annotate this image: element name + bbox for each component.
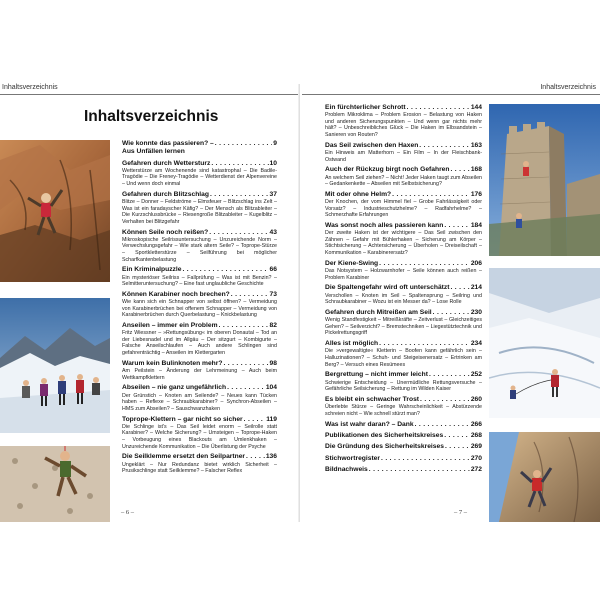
dot-leader [219,322,269,330]
toc-entry-title: Stichwortregister [325,454,380,462]
dot-leader [231,291,269,299]
toc-entry-description: Der zweite Haken ist der wichtigere – Das Seil zwischen den Zähnen – Gefahr mit Bühlerhaken – Sicherung am Körper – Stichtsicherung – Achtersicherung – Überholen – Dreiseilschaft – Kommunikation – Karabinerersatz? [325,230,482,257]
photo-tower-climber [489,104,600,256]
toc-entry-page-number: 266 [470,420,482,428]
toc-entry-title: Publikationen des Sicherheitskreises [325,431,444,439]
toc-entry [325,222,482,257]
photo-climber-rock [0,140,110,282]
toc-entry [325,142,482,163]
toc-entry-page-number: 176 [470,190,482,198]
toc-entry-heading [122,322,277,330]
dot-leader [211,160,268,168]
left-running-head: Inhaltsverzeichnis [2,84,58,91]
toc-entry-description: Schwierige Entscheidung – Unermüdliche Rettungsversuche – Gefährliche Seilsicherung – Rettung im Wilden Kaiser [325,379,482,393]
toc-entry-title: Ein Kriminalpuzzle [122,266,182,274]
toc-column-right [325,104,482,477]
toc-entry [122,140,277,156]
toc-entry-page-number: 260 [470,395,482,403]
dot-leader [407,104,470,112]
toc-entry [325,443,482,451]
toc-entry-description: Die Schlinge ist's – Das Seil leidet enorm – Seilrolle statt Karabiner? – Welche Sicherung? – Umsteigen – Toprope-Haken – Vorbeugung eines Blackouts am Umlenkhaken – Unzureichende Kommunikation – Die Überlistung der Psyche [122,423,277,450]
toc-entry [325,455,482,463]
toc-entry-description: Problem Mikroklima – Problem Erosion – Belastung von Haken und anderen Sicherungspunkten – Und wenn gar nichts mehr hält? – Unbeschreibliches Glück – Die Haken im Elbsandstein – Sanieren von Routen? [325,112,482,138]
toc-entry-heading [325,284,482,292]
toc-entry-page-number: 252 [470,371,482,379]
toc-entry-page-number: 269 [470,443,482,451]
toc-entry-page-number: 234 [470,340,482,348]
toc-entry-heading [122,229,277,237]
toc-entry-description: Die »vergewaltigte« Kletterin – Boofen kann gefährlich sein – Halluzinationen? – Schuh- und Steigeisenersatz – Ertrinken am Berg? – Versuch eines Resümees [325,348,482,368]
toc-entry-title: Anseilen – immer ein Problem [122,322,218,330]
dot-leader [429,371,470,379]
toc-entry-page-number: 144 [470,104,482,111]
toc-entry-title: Können Seile noch reißen? [122,228,209,236]
toc-entry [325,396,482,417]
photo-glacier [489,268,600,418]
toc-entry [325,466,482,474]
page-number-left: – 6 – [121,509,134,516]
dot-leader [392,191,470,199]
toc-entry-page-number: 66 [269,266,277,274]
toc-column-left [122,140,277,478]
toc-entry-description: An welchem Seil ziehen? – Nicht! Jeder Haken taugt zum Abseilen – Gedankenkette – Abseilen mit Selbstsicherung? [325,174,482,188]
toc-entry-description: Der Grünstich – Knoten am Seilende? – Neues kann Tücken haben – Reflexe – Schraubkarabiner? – Synchron-Abseilen – HMS zum Abseilen? – Sauschwanzhaken [122,392,277,412]
toc-entry-title: Was ist wahr daran? – Dank [325,420,414,428]
toc-entry-heading [325,222,482,230]
toc-entry-description: Blitze – Donner – Feldströme – Elmsfeuer – Blitzschlag ins Zelt – Was ist ein faradayscher Käfig? – Der Mensch als Blitzableiter – Die Kurzschlussbrücke – Riesengroße Blitzableiter – Kugelblitz – Verhalten bei Blitzgefahr [122,198,277,225]
toc-entry-description: Ungeklärt – Nur Redundanz bietet wirklich Sicherheit – Prusikschlinge statt Seilklemme? – Falscher Reflex [122,461,277,475]
toc-entry-heading [325,396,482,404]
dot-leader [246,453,265,461]
toc-entry-title: Mit oder ohne Helm? [325,190,392,198]
page-title: Inhaltsverzeichnis [84,108,219,125]
left-page [0,84,300,522]
toc-entry-heading [122,266,277,274]
toc-entry-heading [325,104,482,112]
toc-entry-heading [122,160,277,168]
dot-leader [419,142,470,150]
dot-leader [244,416,266,424]
toc-entry-description: Wetterstürze am Wochenende sind katastrophal – Die Badile-Tragödie – Die Freney-Tragödie – Wetterdienst der Alpenvereine – Und wenn doch einmal [122,167,277,187]
toc-entry [122,416,277,451]
toc-entry-description: Überlebte Stürze – Geringe Wahrscheinlichkeit – Abstürzende schreien nicht – Wie schnell stürzt man? [325,404,482,417]
dot-leader [223,360,268,368]
toc-entry-description: Ein mysteriöser Seilriss – Fallprüfung – Was ist mit Benzin? – Selmitteruntersuchung? – Eine fast unglaubliche Geschichte [122,274,277,288]
toc-entry-heading [122,191,277,199]
toc-entry-description: Wenig Standfestigkeit – Mitreißkräfte – Zeitverlust – Gleichzeitiges Gehen? – Seilverzicht? – Bremstechniken – Liegestütztechnik und Pickelrettungsgriff [325,317,482,337]
toc-entry-page-number: 163 [470,141,482,149]
toc-entry-heading [325,166,482,174]
toc-entry-description: Der Knochen, der vom Himmel fiel – Grobe Fahrlässigkeit oder Vorsatz? – Industrieschutzhelme? – Radfahrhelme? – Schmerzhafte Erfahrungen [325,199,482,219]
dot-leader [444,222,470,230]
toc-entry [325,191,482,219]
dot-leader [450,166,469,174]
toc-entry-description: Fritz Wiessner – »Rettungsübung« im oberen Donautal – Tod an der Liebesnadel und im Allgäu – Der sitzgurt – Kombigurte – Falsche Anseilschlaufen – Auch andere Schlingen sind gefahrenträchtig – Anseilen im Klettergarten [122,330,277,357]
toc-entry [122,384,277,412]
toc-entry-heading [325,443,482,451]
toc-entry-heading [122,291,277,299]
toc-entry-page-number: 214 [470,284,482,292]
toc-entry-page-number: 104 [265,384,277,392]
toc-entry-page-number: 98 [269,359,277,367]
dot-leader [444,432,470,440]
toc-entry [122,360,277,381]
toc-entry-description: Mikroskopische Seilrissuntersuchung – Unzureichende Norm – Verwechslungsgefahr – Wie stark altern Seile? – Toprope-Stürze – Sportkletterstürze – Seilführung bei möglicher Scharfkantenbelastung [122,236,277,263]
toc-entry-heading [122,416,277,424]
dot-leader [210,191,269,199]
toc-entry-heading [325,142,482,150]
toc-entry-heading [325,340,482,348]
dot-leader [209,229,268,237]
dot-leader [420,396,470,404]
header-rule [0,94,298,95]
dot-leader [379,260,470,268]
toc-entry-description: Am Peilstein – Änderung der Lehrmeinung – Auch beim Wettkampfklettern [122,368,277,381]
toc-entry-title: Das Seil zwischen den Haxen [325,141,419,149]
toc-entry-page-number: 43 [269,228,277,236]
toc-entry-heading [325,371,482,379]
toc-entry [325,432,482,440]
toc-entry [122,160,277,188]
toc-entry [325,260,482,281]
toc-entry [325,166,482,187]
dot-leader [215,140,273,148]
photo-climbing-wall [0,446,110,586]
toc-entry-title: Es bleibt ein schwacher Trost [325,395,420,403]
toc-entry [325,371,482,392]
toc-entry-title: Gefahren durch Blitzschlag [122,190,209,198]
toc-entry-heading [122,140,277,156]
toc-entry [325,309,482,337]
toc-entry [122,291,277,319]
right-running-head: Inhaltsverzeichnis [540,84,596,91]
page-number-right: – 7 – [454,509,467,516]
toc-entry-title: Auch der Rückzug birgt noch Gefahren [325,166,450,174]
dot-leader [227,384,265,392]
toc-entry-title: Die Gründung des Sicherheitskreises [325,443,444,451]
toc-entry-title: Bildnachweis [325,466,368,474]
toc-entry-page-number: 268 [470,431,482,439]
toc-entry-title: Ein fürchterlicher Schrott [325,104,406,111]
toc-entry [122,453,277,474]
toc-entry-title: Was sonst noch alles passieren kann [325,222,444,230]
toc-entry-title: Alles ist möglich [325,340,379,348]
toc-entry-page-number: 272 [470,466,482,474]
toc-entry-page-number: 206 [470,259,482,267]
toc-entry-description: Ein Hinweis am Matterhorn – Ein Film – In der Fleischbank-Ostwand [325,149,482,163]
toc-entry-title: Gefahren durch Mitreißen am Seil [325,309,432,317]
toc-entry-page-number: 184 [470,222,482,230]
toc-entry-title: Wie konnte das passieren? – Aus Unfällen lernen [122,140,214,156]
toc-entry-page-number: 10 [269,159,277,167]
toc-entry-heading [325,421,482,429]
dot-leader [369,466,470,474]
toc-entry-description: Wie kann sich ein Schnapper von selbst öffnen? – Vermeidung von Karabinerbrüchen bei offenem Schnapper – Vermeidung von Karabinerbrüchen durch Querbelastung – Knickbelastung [122,299,277,319]
toc-entry [122,191,277,226]
toc-entry [325,104,482,139]
toc-entry-title: Warum kein Bulinknoten mehr? [122,359,223,367]
toc-entry [122,322,277,357]
dot-leader [433,309,470,317]
toc-entry-page-number: 168 [470,166,482,174]
photo-cliff-climber [489,432,600,522]
toc-entry-page-number: 37 [269,190,277,198]
dot-leader [415,421,470,429]
toc-entry-heading [325,455,482,463]
toc-entry [325,340,482,368]
toc-entry-title: Können Karabiner noch brechen? [122,290,230,298]
toc-entry [122,266,277,287]
toc-entry-heading [325,191,482,199]
dot-leader [379,340,470,348]
toc-entry-description: Verschollen – Knoten im Seil – Spaltensprung – Seilring und Schraubkarabiner – Wozu ist ein Messer da? – Lose Rolle [325,292,482,306]
toc-entry-title: Toprope-Klettern – gar nicht so sicher [122,415,243,423]
dot-leader [182,266,268,274]
toc-entry-heading [325,432,482,440]
right-page [300,84,600,522]
toc-entry-heading [325,309,482,317]
toc-entry [325,284,482,305]
toc-entry-heading [122,384,277,392]
toc-entry-description: Das Notsystem – Holzwarnhofer – Seile können auch reißen – Problem Karabiner [325,268,482,281]
toc-entry-page-number: 9 [273,140,277,147]
toc-entry-heading [122,360,277,368]
toc-entry-page-number: 230 [470,309,482,317]
dot-leader [450,284,469,292]
toc-entry-title: Der Kiene-Swing [325,259,379,267]
toc-entry [122,229,277,264]
toc-entry-title: Gefahren durch Wettersturz [122,159,211,167]
toc-entry-heading [122,453,277,461]
toc-entry-page-number: 73 [269,290,277,298]
toc-entry [325,421,482,429]
dot-leader [381,455,470,463]
toc-entry-page-number: 119 [266,415,277,423]
toc-entry-title: Bergrettung – nicht immer leicht [325,371,428,379]
toc-entry-heading [325,260,482,268]
header-rule [302,94,600,95]
toc-entry-page-number: 82 [269,322,277,330]
toc-entry-title: Die Spaltengefahr wird oft unterschätzt [325,284,450,292]
toc-entry-title: Abseilen – nie ganz ungefährlich [122,384,227,392]
toc-entry-heading [325,466,482,474]
dot-leader [445,443,470,451]
toc-entry-page-number: 136 [265,453,277,461]
book-spread [0,84,600,522]
photo-group-snow [0,298,110,433]
toc-entry-page-number: 270 [470,454,482,462]
toc-entry-title: Die Seilklemme ersetzt den Seilpartner [122,453,246,461]
